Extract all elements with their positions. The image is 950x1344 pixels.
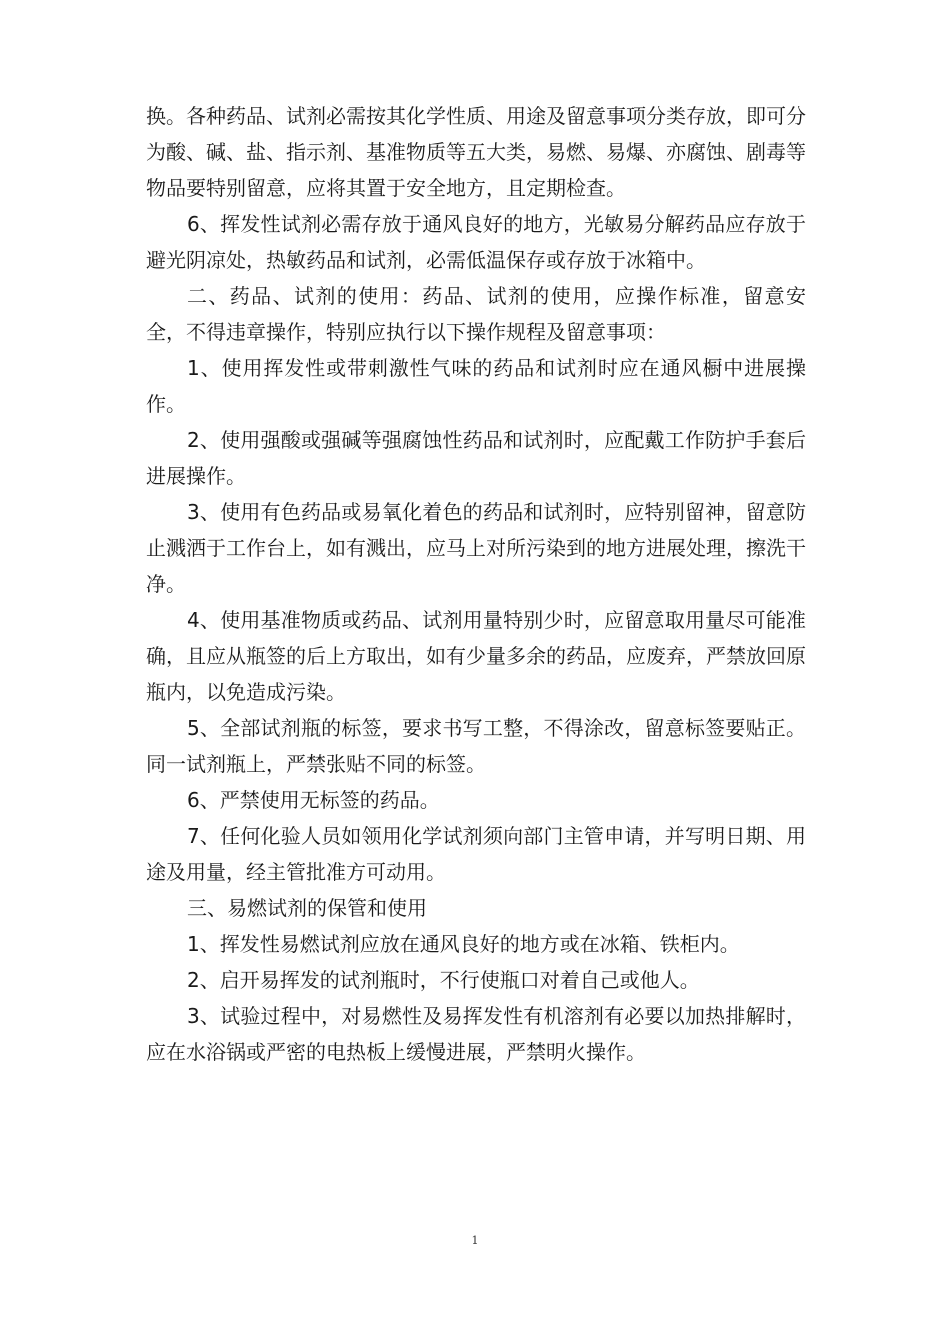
paragraph-usage-1: 1、使用挥发性或带刺激性气味的药品和试剂时应在通风橱中进展操作。: [146, 356, 806, 416]
page-number: 1: [471, 1234, 479, 1247]
paragraph-usage-6: 6、严禁使用无标签的药品。: [187, 788, 440, 812]
paragraph-flammable-2: 2、启开易挥发的试剂瓶时，不行使瓶口对着自己或他人。: [187, 968, 700, 992]
section-heading-3-flammable: 三、易燃试剂的保管和使用: [187, 896, 427, 920]
section-heading-2-usage: 二、药品、试剂的使用：药品、试剂的使用，应操作标准，留意安全，不得违章操作，特别应执行以下操作规程及留意事项：: [146, 284, 806, 344]
paragraph-continuation: 换。各种药品、试剂必需按其化学性质、用途及留意事项分类存放，即可分为酸、碱、盐、指示剂、基准物质等五大类，易燃、易爆、亦腐蚀、剧毒等物品要特别留意，应将其置于安全地方，且定期检查。: [146, 104, 806, 200]
paragraph-usage-3: 3、使用有色药品或易氧化着色的药品和试剂时，应特别留神，留意防止溅洒于工作台上，如有溅出，应马上对所污染到的地方进展处理，擦洗干净。: [146, 500, 806, 596]
paragraph-usage-5: 5、全部试剂瓶的标签，要求书写工整，不得涂改，留意标签要贴正。同一试剂瓶上，严禁张贴不同的标签。: [146, 716, 806, 776]
paragraph-item-6-volatile-storage: 6、挥发性试剂必需存放于通风良好的地方，光敏易分解药品应存放于避光阴凉处，热敏药品和试剂，必需低温保存或存放于冰箱中。: [146, 212, 806, 272]
paragraph-flammable-3: 3、试验过程中，对易燃性及易挥发性有机溶剂有必要以加热排解时，应在水浴锅或严密的电热板上缓慢进展，严禁明火操作。: [146, 1004, 806, 1064]
paragraph-usage-4: 4、使用基准物质或药品、试剂用量特别少时，应留意取用量尽可能准确，且应从瓶签的后上方取出，如有少量多余的药品，应废弃，严禁放回原瓶内，以免造成污染。: [146, 608, 806, 704]
paragraph-usage-7: 7、任何化验人员如领用化学试剂须向部门主管申请，并写明日期、用途及用量，经主管批准方可动用。: [146, 824, 806, 884]
paragraph-flammable-1: 1、挥发性易燃试剂应放在通风良好的地方或在冰箱、铁柜内。: [187, 932, 740, 956]
document-body: [146, 98, 806, 1070]
paragraph-usage-2: 2、使用强酸或强碱等强腐蚀性药品和试剂时，应配戴工作防护手套后进展操作。: [146, 428, 806, 488]
